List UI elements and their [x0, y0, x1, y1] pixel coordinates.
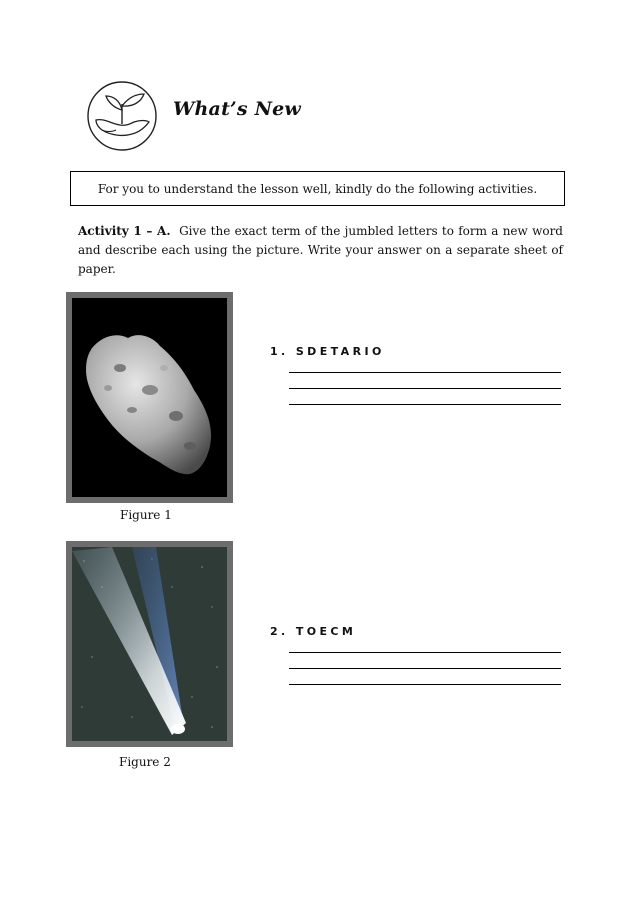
answer-line[interactable]: [289, 404, 561, 405]
asteroid-image: [72, 298, 227, 497]
question-2: 2. TOECM: [270, 625, 357, 638]
figure-1-frame: [66, 292, 233, 503]
answer-line[interactable]: [289, 652, 561, 653]
comet-image: [72, 547, 227, 741]
section-title: What’s New: [173, 98, 301, 120]
activity-paragraph: [78, 222, 563, 279]
answer-line[interactable]: [289, 684, 561, 685]
figure-2-caption: Figure 2: [119, 755, 171, 769]
answer-line[interactable]: [289, 388, 561, 389]
figure-2-frame: [66, 541, 233, 747]
answer-line[interactable]: [289, 372, 561, 373]
hand-with-seedling-icon: [86, 80, 158, 152]
answer-line[interactable]: [289, 668, 561, 669]
activity-label: Activity 1 – A.: [78, 224, 171, 238]
instruction-box: [70, 171, 565, 206]
question-1: 1. SDETARIO: [270, 345, 385, 358]
instruction-text: For you to understand the lesson well, kindly do the following activities.: [97, 181, 538, 196]
activity-instructions: Give the exact term of the jumbled letters to form a new word and describe each using the picture. Write your answer on a separate sheet of paper.: [78, 224, 563, 276]
figure-1-caption: Figure 1: [120, 508, 172, 522]
